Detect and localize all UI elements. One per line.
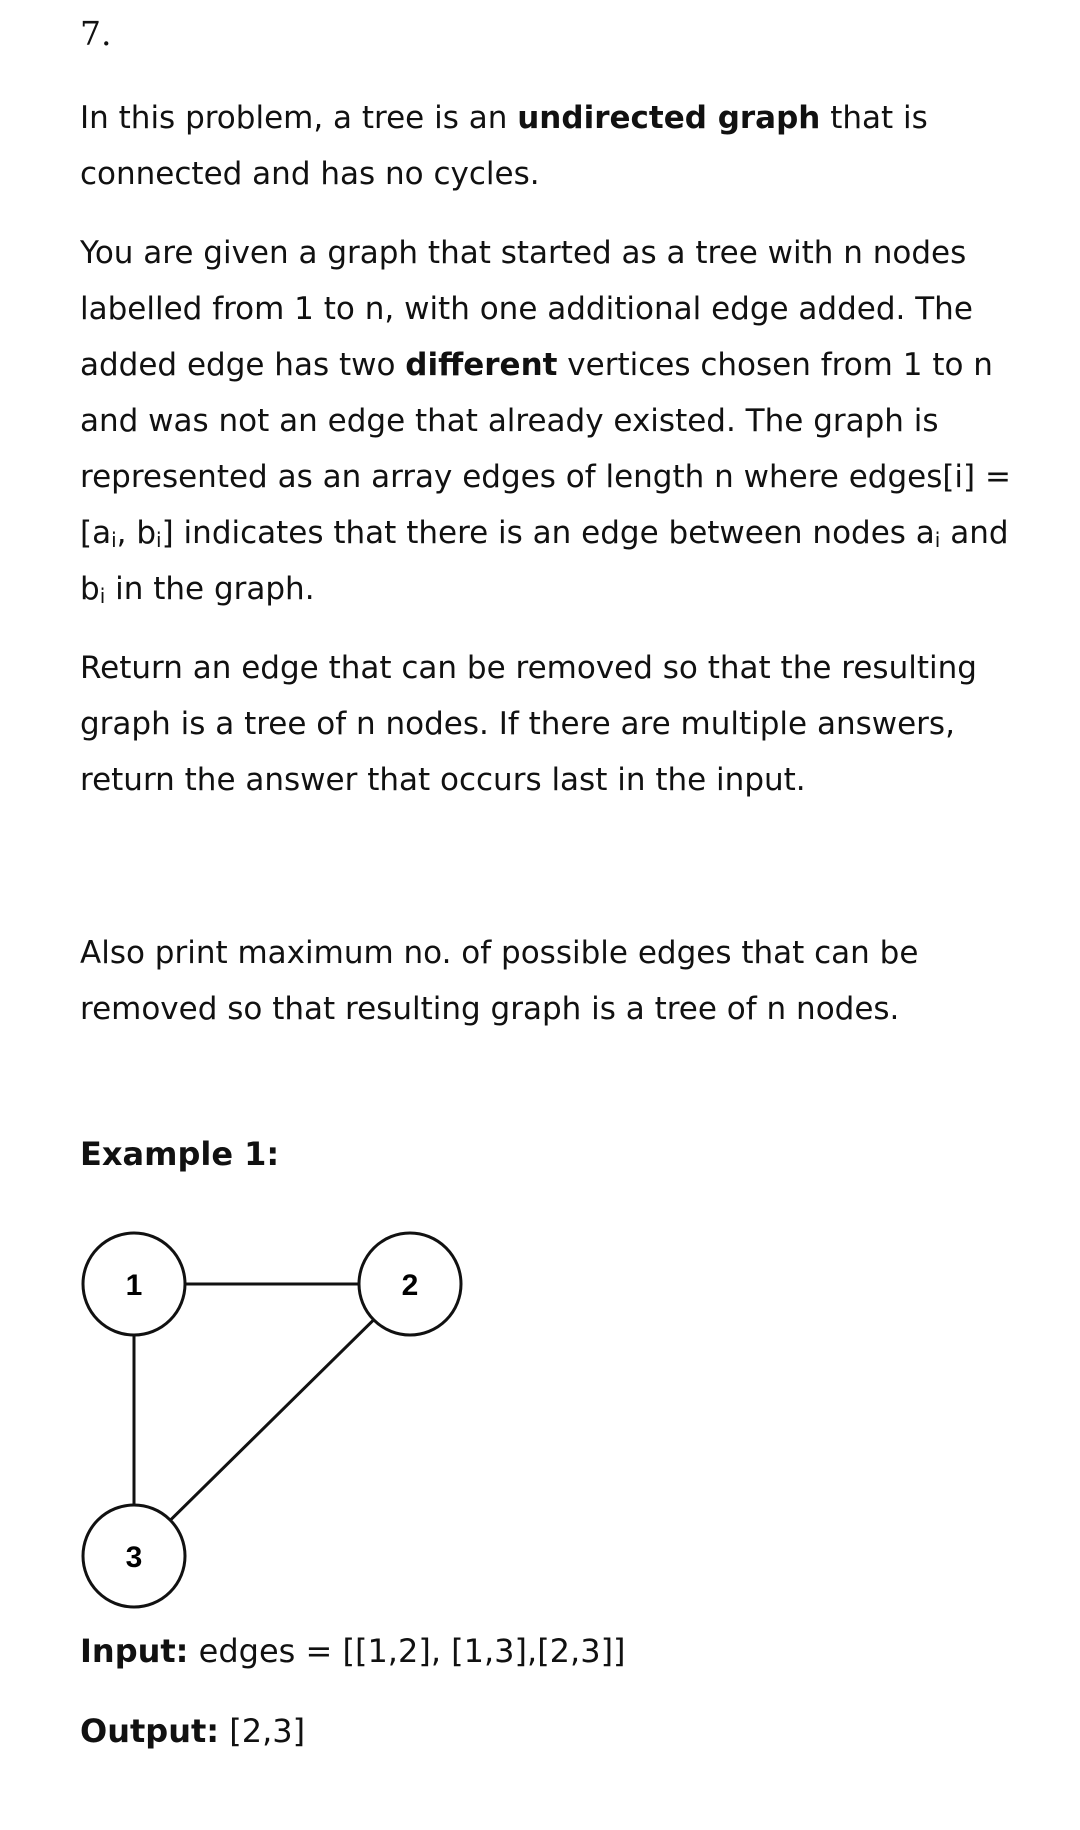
- intro-paragraph: In this problem, a tree is an undirected graph that is connected and has no cycles.: [80, 100, 928, 192]
- graph-node-1: [83, 1233, 185, 1335]
- edge-2-3: [134, 1284, 410, 1556]
- given-paragraph: You are given a graph that started as a tree with n nodes labelled from 1 to n, with one additional edge added. The added edge has two different vertices chosen from 1 to n and was not an edge that already existed. The graph is represented as an array edges of length n where edges[i] = [$a_i$, $b_i$] indicates that there is an edge between nodes $a_i$ and $b_i$ in the graph.: [80, 235, 1011, 608]
- example-heading: Example 1:: [80, 1135, 280, 1173]
- example-graph-diagram: [70, 1220, 490, 1620]
- also-paragraph: Also print maximum no. of possible edges that can be removed so that resulting graph is a tree of n nodes.: [80, 935, 919, 1027]
- node-label-1: 1: [125, 1269, 143, 1302]
- example-output: Output: [2,3]: [80, 1712, 306, 1750]
- node-label-2: 2: [401, 1269, 419, 1302]
- return-paragraph: Return an edge that can be removed so that the resulting graph is a tree of n nodes. If there are multiple answers, return the answer that occurs last in the input.: [80, 650, 977, 798]
- graph-node-2: [359, 1233, 461, 1335]
- example-input: Input: edges = [[1,2], [1,3],[2,3]]: [80, 1632, 626, 1670]
- question-number: 7.: [80, 14, 112, 53]
- graph-node-3: [83, 1505, 185, 1607]
- node-label-3: 3: [125, 1541, 143, 1574]
